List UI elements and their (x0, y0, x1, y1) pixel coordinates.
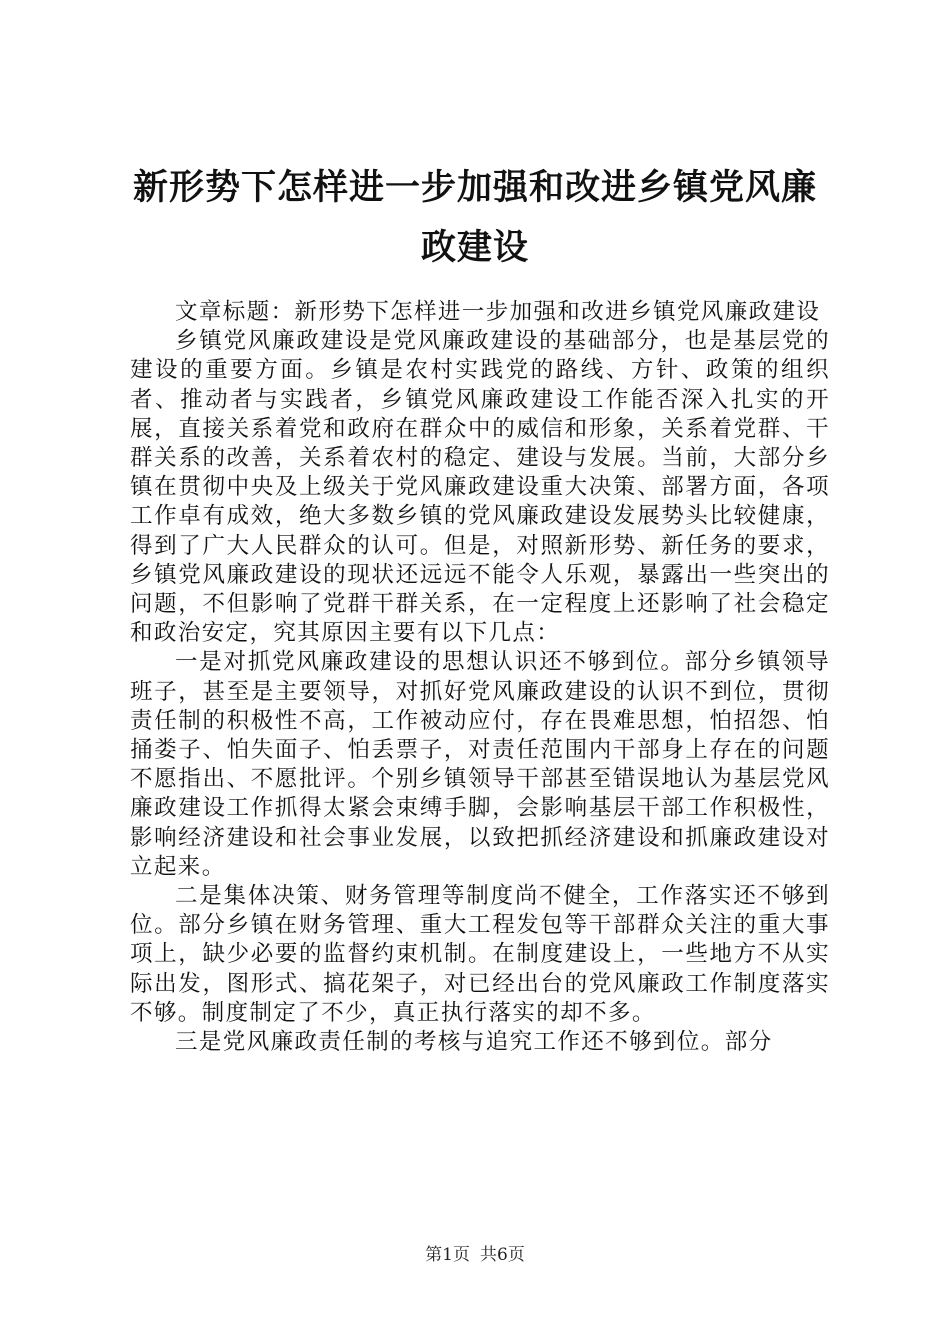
document-body (130, 298, 830, 1057)
paragraph-article-title: 文章标题：新形势下怎样进一步加强和改进乡镇党风廉政建设 (175, 299, 821, 325)
page-number-total: 共6页 (480, 1245, 525, 1265)
paragraph-point-one: 一是对抓党风廉政建设的思想认识还不够到位。部分乡镇领导班子，甚至是主要领导，对抓好党风廉政建设的认识不到位，贯彻责任制的积极性不高，工作被动应付，存在畏难思想，怕招怨、怕捅娄子、怕失面子、怕丢票子，对责任范围内干部身上存在的问题不愿指出、不愿批评。个别乡镇领导干部甚至错误地认为基层党风廉政建设工作抓得太紧会束缚手脚，会影响基层干部工作积极性，影响经济建设和社会事业发展，以致把抓经济建设和抓廉政建设对立起来。 (130, 649, 830, 880)
paragraph-point-three: 三是党风廉政责任制的考核与追究工作还不够到位。部分 (175, 1029, 773, 1056)
document-title: 新形势下怎样进一步加强和改进乡镇党风廉政建设 (132, 167, 817, 268)
page-footer (0, 1244, 950, 1266)
page-number-current: 第1页 (425, 1245, 470, 1265)
paragraph-point-two: 二是集体决策、财务管理等制度尚不健全，工作落实还不够到位。部分乡镇在财务管理、重大工程发包等干部群众关注的重大事项上，缺少必要的监督约束机制。在制度建设上，一些地方不从实际出发，图形式、搞花架子，对已经出台的党风廉政工作制度落实不够。制度制定了不少，真正执行落实的却不多。 (130, 883, 830, 1026)
paragraph-intro: 乡镇党风廉政建设是党风廉政建设的基础部分，也是基层党的建设的重要方面。乡镇是农村实践党的路线、方针、政策的组织者、推动者与实践者，乡镇党风廉政建设工作能否深入扎实的开展，直接关系着党和政府在群众中的威信和形象，关系着党群、干群关系的改善，关系着农村的稳定、建设与发展。当前，大部分乡镇在贯彻中央及上级关于党风廉政建设重大决策、部署方面，各项工作卓有成效，绝大多数乡镇的党风廉政建设发展势头比较健康，得到了广大人民群众的认可。但是，对照新形势、新任务的要求，乡镇党风廉政建设的现状还远远不能令人乐观，暴露出一些突出的问题，不但影响了党群干群关系，在一定程度上还影响了社会稳定和政治安定，究其原因主要有以下几点： (130, 328, 830, 647)
